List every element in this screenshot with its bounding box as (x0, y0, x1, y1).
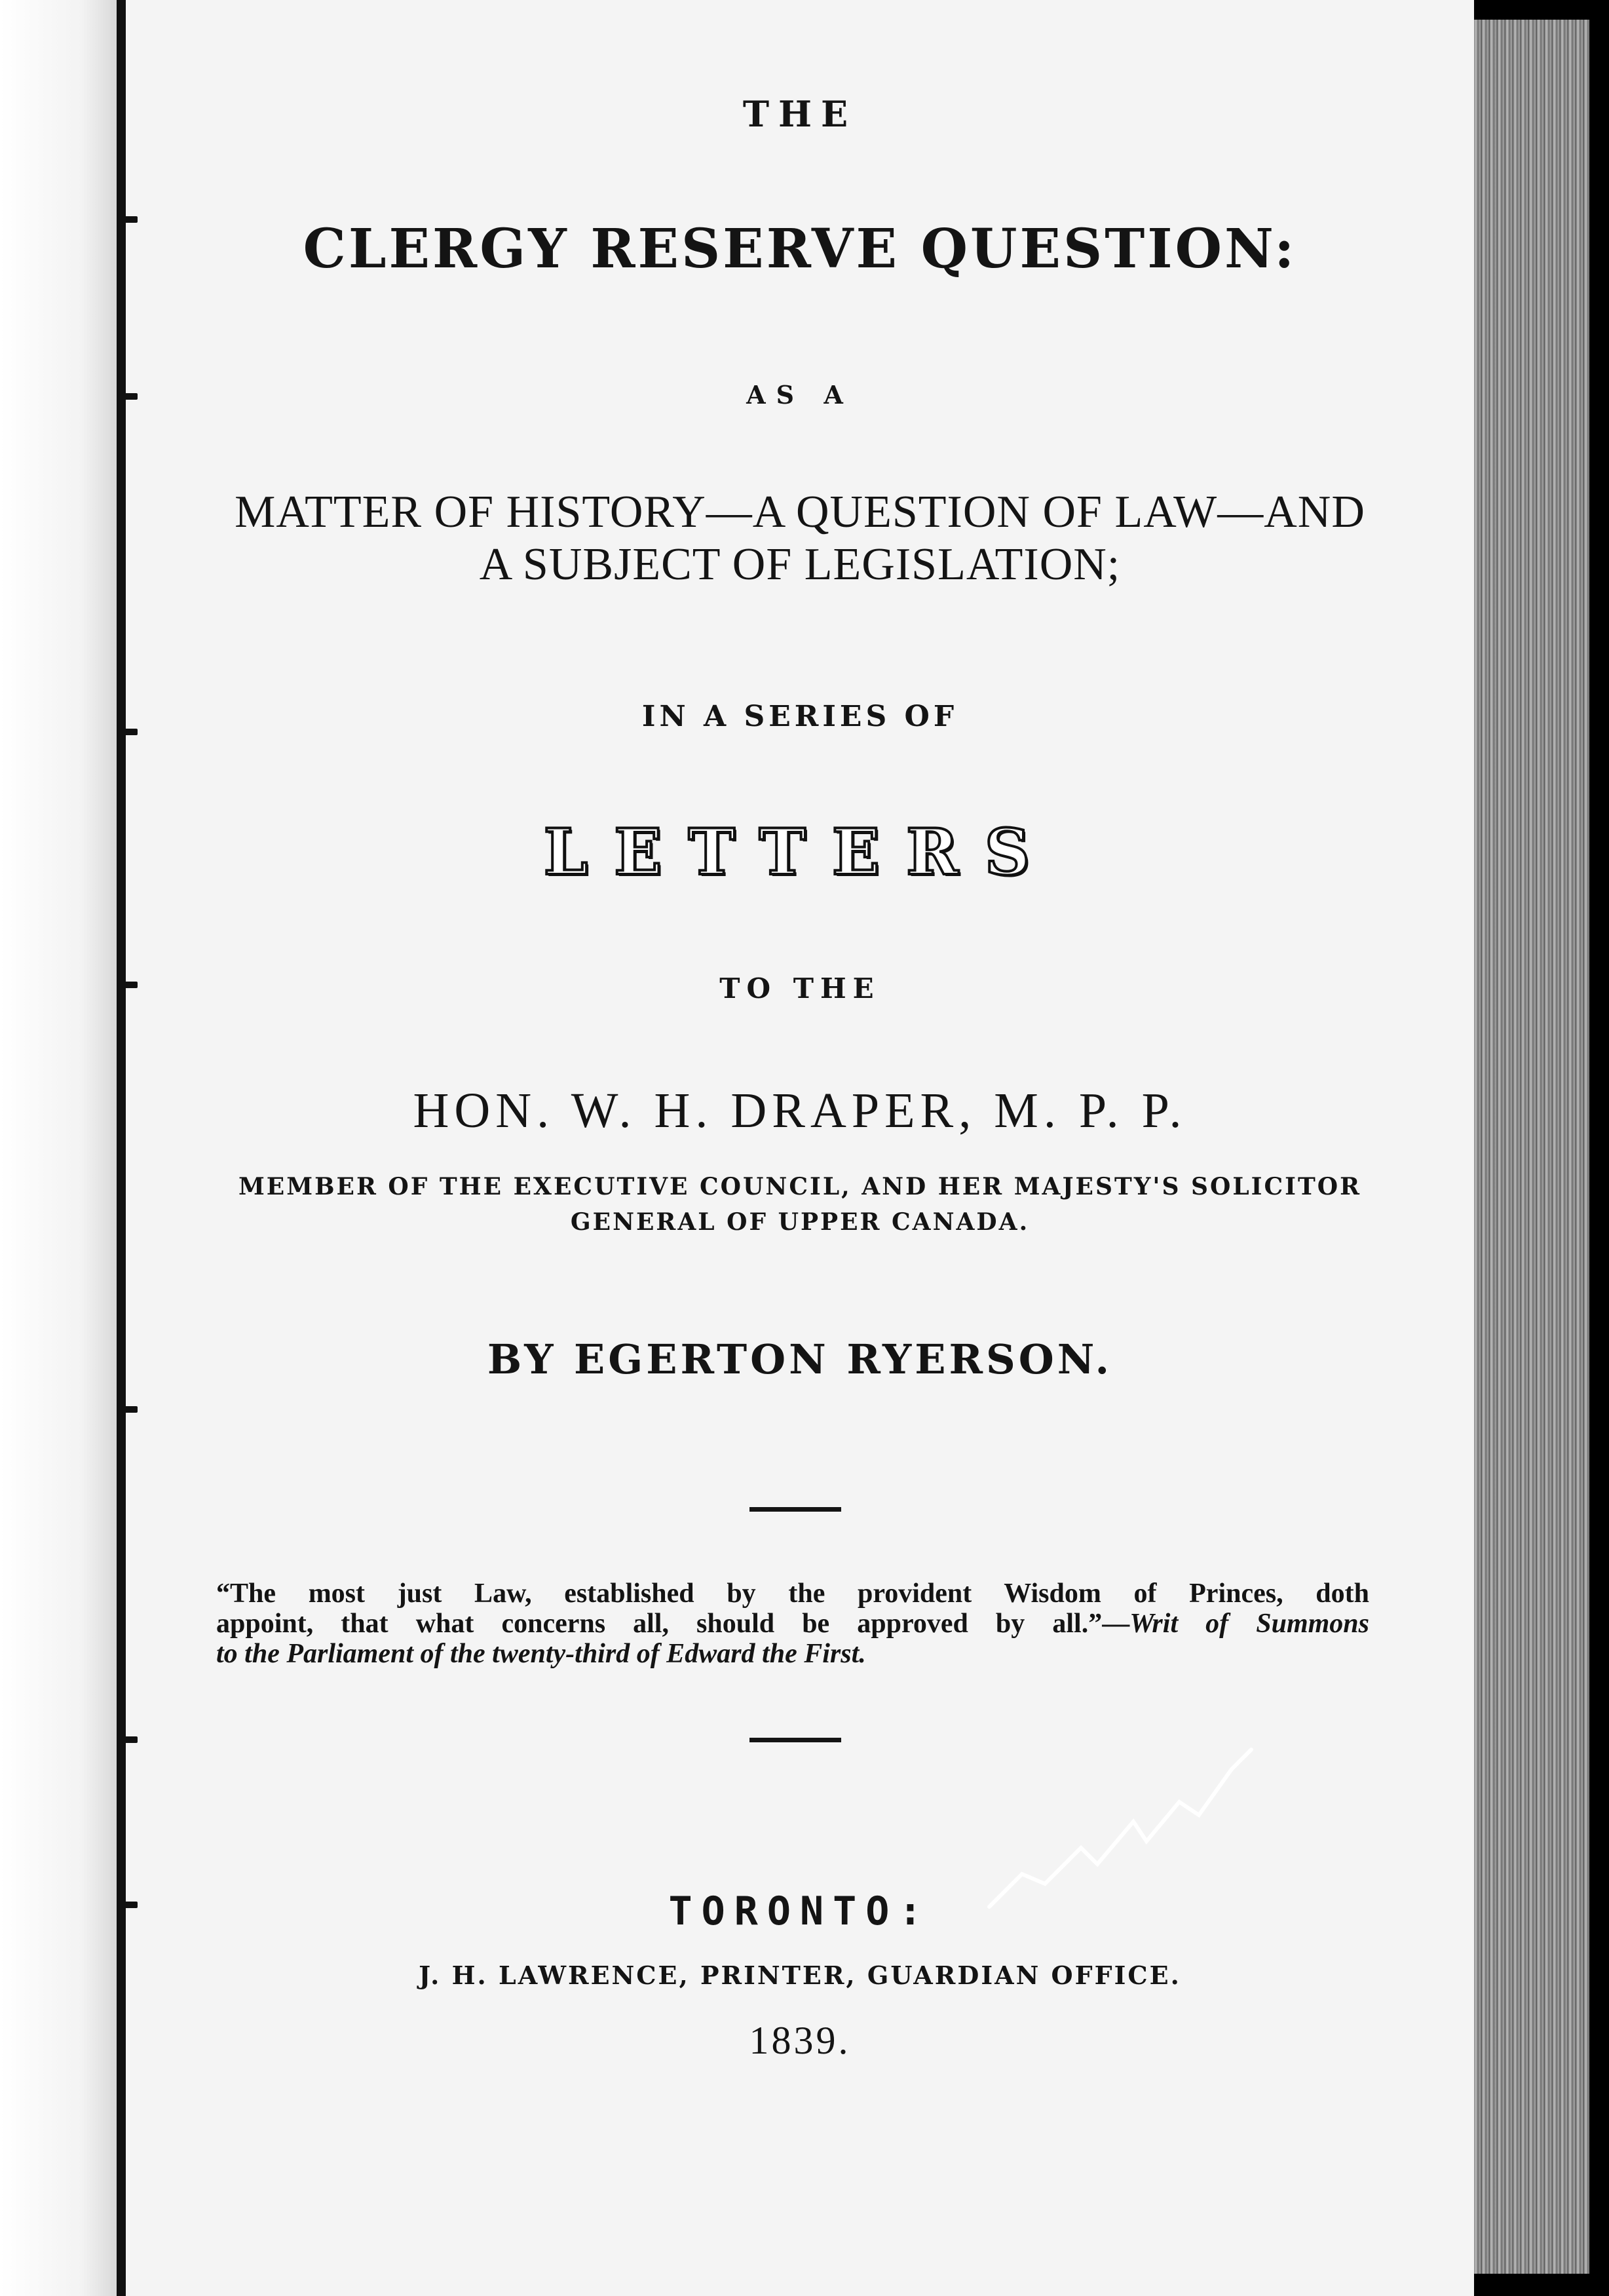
subtitle-line-1: MATTER OF HISTORY—A QUESTION OF LAW—AND (235, 487, 1365, 537)
binding-mark (122, 1406, 138, 1413)
divider-rule (749, 1738, 841, 1742)
addressee-name: HON. W. H. DRAPER, M. P. P. (413, 1083, 1187, 1138)
imprint-place: TORONTO: (668, 1888, 932, 1934)
author-line: BY EGERTON RYERSON. (487, 1335, 1113, 1383)
facing-page-edge (0, 0, 117, 2296)
imprint-year: 1839. (749, 2019, 851, 2062)
title-connector: AS A (746, 380, 854, 410)
scan-border (1589, 0, 1609, 2296)
epigraph-text: appoint, that what concerns all, should be approved by all.”— (216, 1609, 1130, 1639)
imprint-printer: J. H. LAWRENCE, PRINTER, GUARDIAN OFFICE. (419, 1961, 1181, 1990)
paper-crack-mark (983, 1743, 1258, 1913)
epigraph-citation-cont: to the Parliament of the twenty-third of Edward the First. (216, 1639, 866, 1669)
binding-mark (122, 1736, 138, 1743)
epigraph-line-2 (216, 1608, 1369, 1639)
series-line: IN A SERIES OF (641, 700, 958, 733)
addressee-description-line-1: MEMBER OF THE EXECUTIVE COUNCIL, AND HER MAJESTY'S SOLICITOR (238, 1173, 1362, 1200)
divider-rule (749, 1507, 841, 1512)
page-block-edges (1474, 20, 1589, 2274)
epigraph-line-3 (216, 1638, 1369, 1670)
subtitle-line-2: A SUBJECT OF LEGISLATION; (479, 539, 1121, 590)
epigraph-citation: Writ of Summons (1129, 1609, 1369, 1639)
book-gutter (117, 0, 126, 2296)
addressee-description-line-2: GENERAL OF UPPER CANADA. (570, 1208, 1030, 1236)
to-the-line: TO THE (719, 972, 880, 1004)
epigraph-line-1: “The most just Law, established by the provident Wisdom of Princes, doth (216, 1578, 1369, 1609)
letters-heading: LETTERS (543, 815, 1057, 889)
title-article: THE (742, 93, 858, 135)
main-title: CLERGY RESERVE QUESTION: (303, 218, 1297, 280)
title-page (126, 0, 1474, 2296)
